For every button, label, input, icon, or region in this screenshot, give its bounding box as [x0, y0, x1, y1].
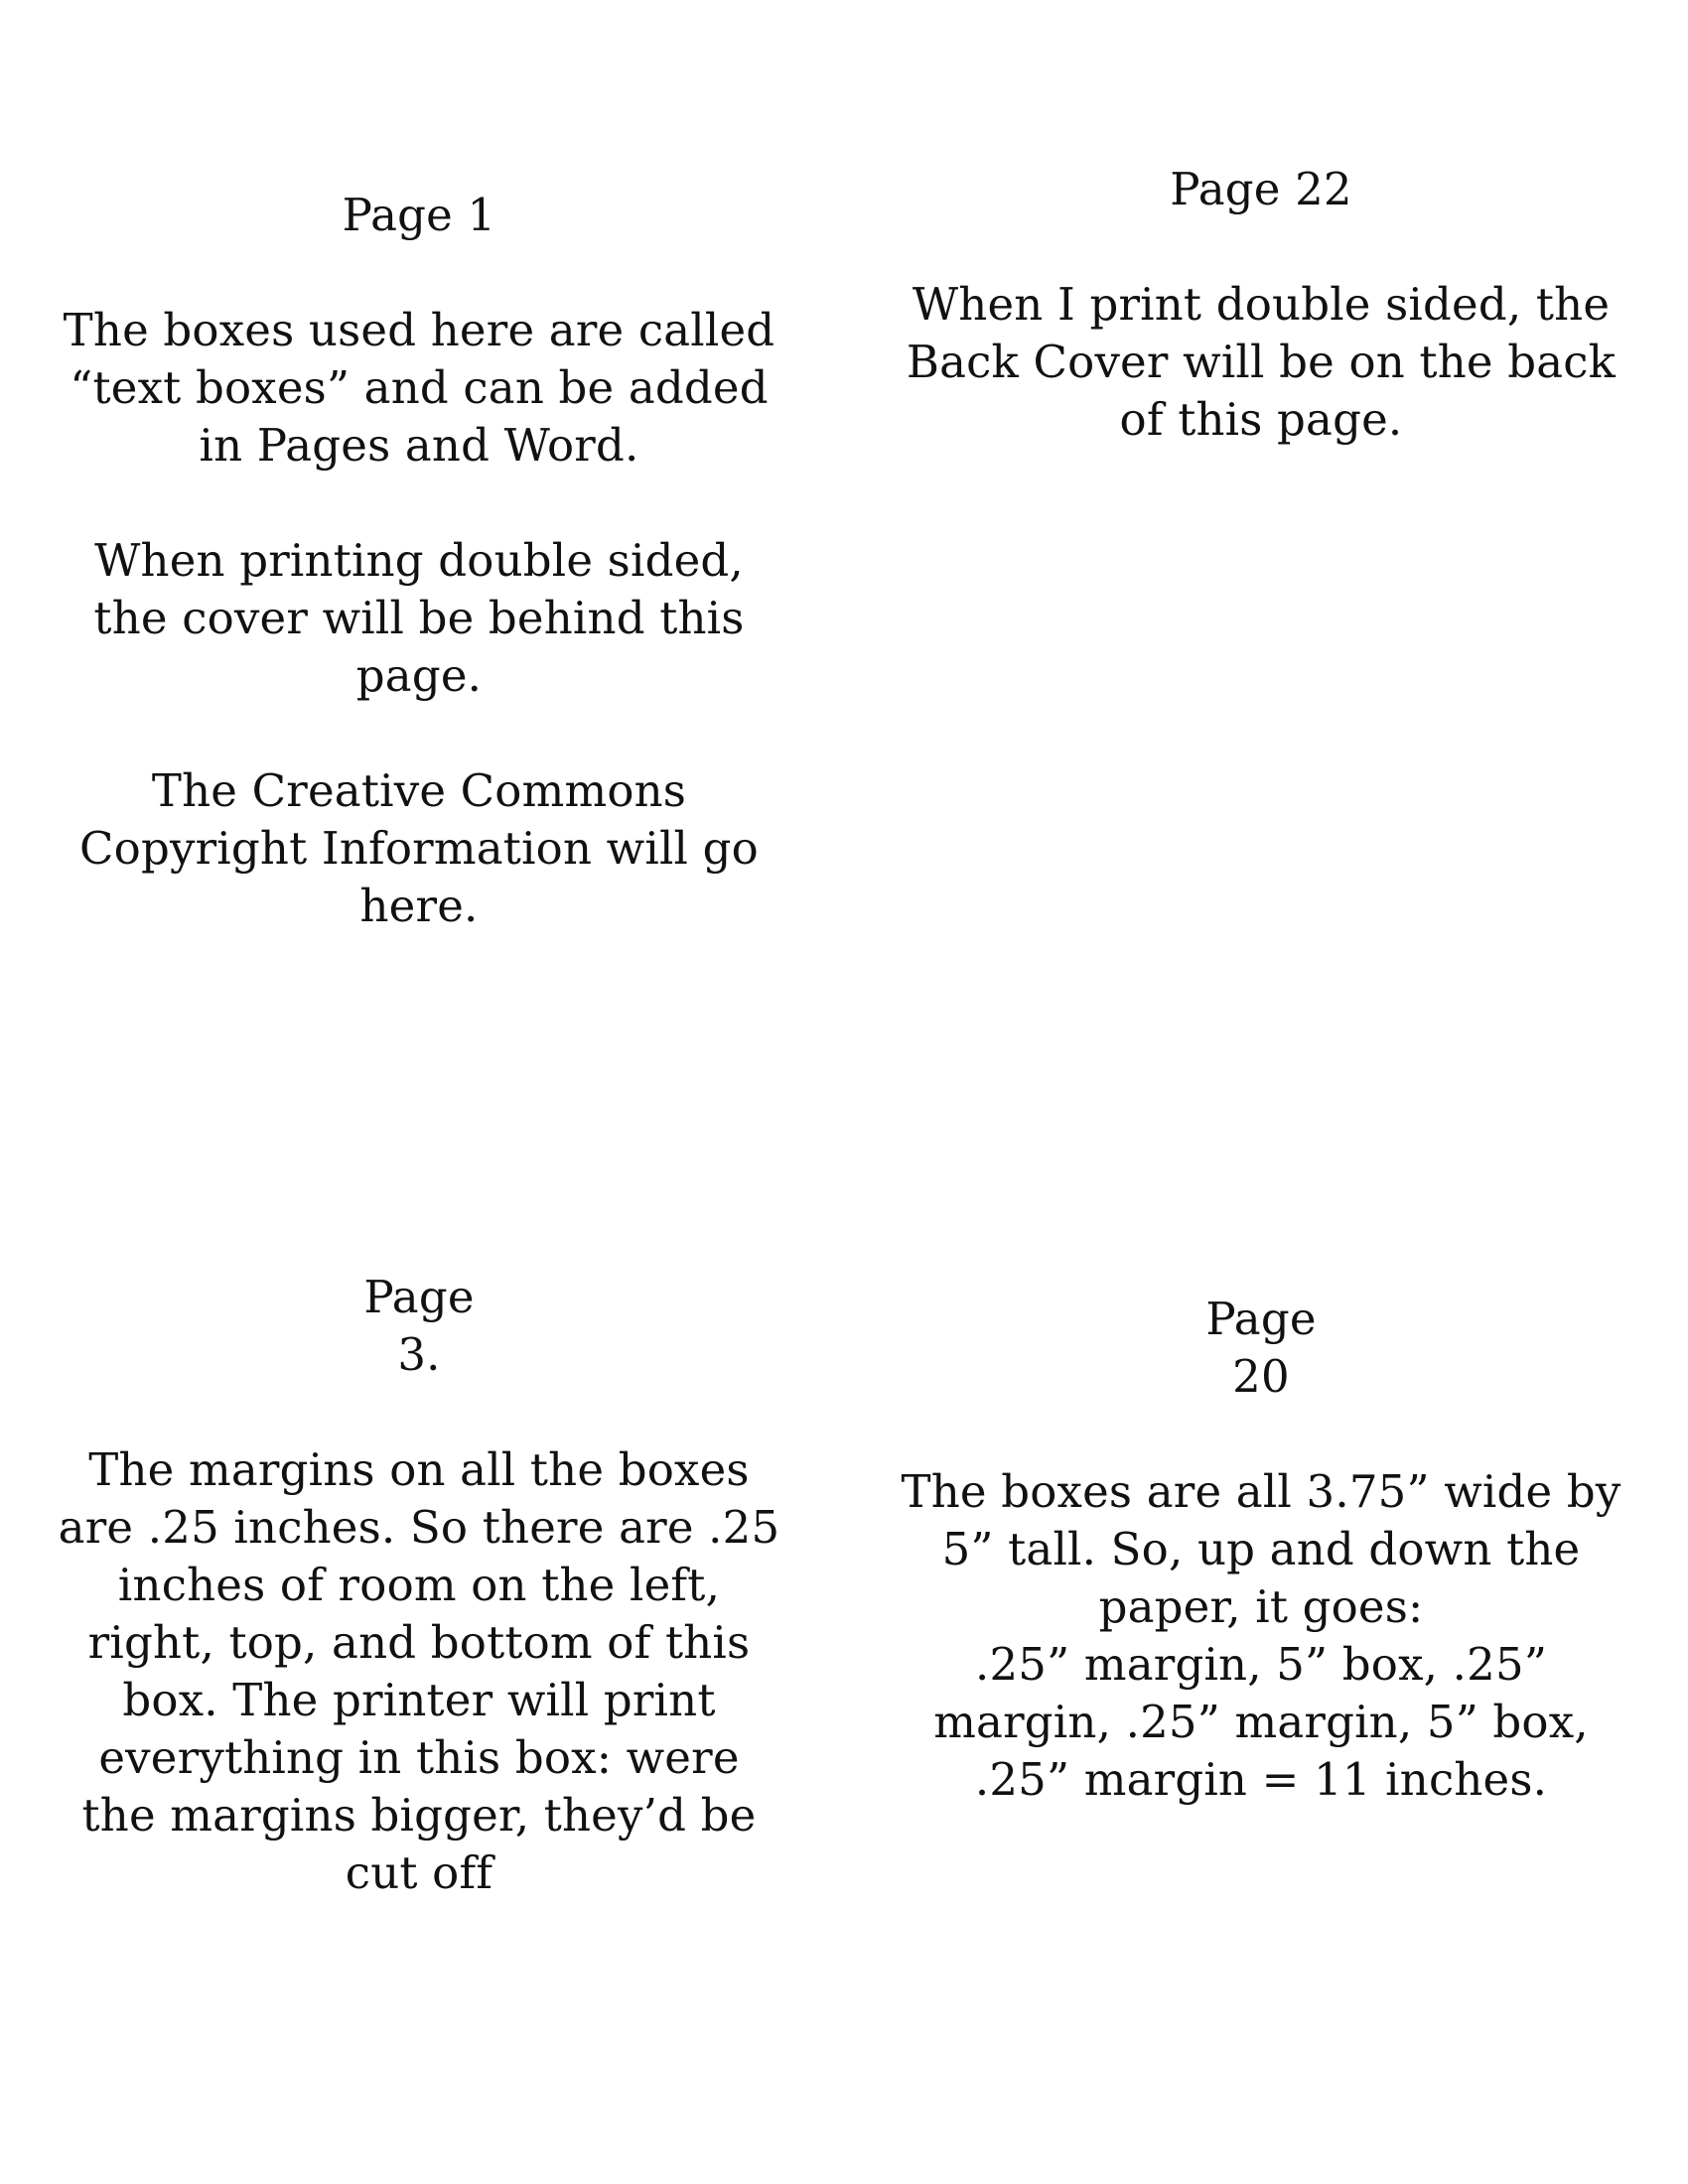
paragraph: The boxes are all 3.75” wide by 5” tall. So, up and down the paper, it goes: .25” margin, 5” box, .25” margin, .25” margin, 5” box, .25” margin = 11 inches. — [901, 1465, 1621, 1806]
text-box-page-20 — [874, 1291, 1648, 1809]
page-heading: Page 20 — [1205, 1293, 1317, 1403]
paragraph: When printing double sided, the cover will be behind this page. — [93, 534, 745, 702]
page-heading: Page 3. — [363, 1271, 475, 1381]
paragraph: The margins on all the boxes are .25 inches. So there are .25 inches of room on the left, right, top, and bottom of this box. The printer will print everything in this box: were the margins bigger, they’d be cut off — [58, 1443, 780, 1899]
paragraph: When I print double sided, the Back Cover will be on the back of this page. — [906, 278, 1617, 446]
page-heading: Page 1 — [342, 189, 496, 241]
text-box-page-3 — [32, 1269, 806, 1902]
paragraph: The boxes used here are called “text boxes” and can be added in Pages and Word. — [63, 304, 775, 472]
page-heading: Page 22 — [1170, 163, 1352, 215]
text-box-page-1 — [32, 187, 806, 935]
text-box-page-22 — [874, 161, 1648, 449]
paragraph: The Creative Commons Copyright Information will go here. — [79, 764, 759, 932]
